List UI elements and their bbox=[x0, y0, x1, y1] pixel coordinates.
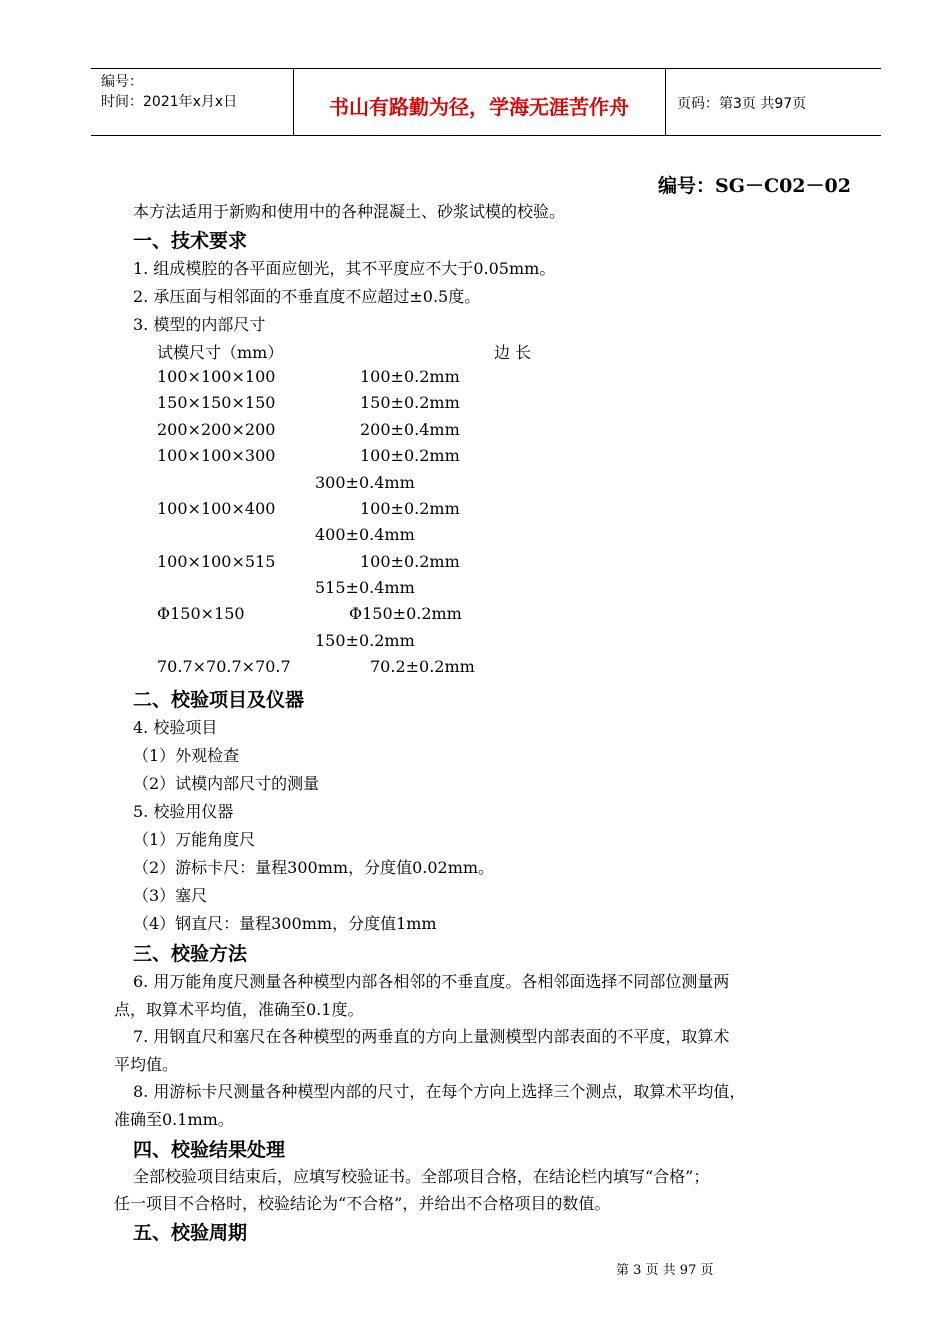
size-row-edge: 100±0.2mm bbox=[360, 552, 460, 571]
requirement-3: 3. 模型的内部尺寸 bbox=[133, 315, 266, 334]
size-row-mold: Φ150×150 bbox=[157, 604, 245, 623]
section-4-title: 四、校验结果处理 bbox=[133, 1139, 286, 1161]
requirement-1: 1. 组成模腔的各平面应刨光，其不平度应不大于0.05mm。 bbox=[133, 259, 556, 278]
result-line-2: 任一项目不合格时，校验结论为“不合格”，并给出不合格项目的数值。 bbox=[114, 1194, 611, 1213]
method-7-line-2: 平均值。 bbox=[114, 1055, 179, 1074]
check-items-heading: 4. 校验项目 bbox=[133, 718, 218, 737]
page-footer: 第 3 页 共 97 页 bbox=[616, 1263, 714, 1278]
size-row-mold: 100×100×300 bbox=[157, 446, 276, 465]
size-row-length: 300±0.4mm bbox=[315, 473, 415, 492]
size-row-edge: 150±0.2mm bbox=[360, 393, 460, 412]
size-row-mold: 70.7×70.7×70.7 bbox=[157, 657, 291, 676]
section-1-title: 一、技术要求 bbox=[133, 230, 248, 252]
check-item: （1）外观检查 bbox=[133, 746, 240, 765]
header-meta-cell bbox=[91, 69, 294, 135]
instrument-item: （3）塞尺 bbox=[133, 886, 208, 905]
instrument-item: （2）游标卡尺：量程300mm，分度值0.02mm。 bbox=[133, 858, 495, 877]
size-row-edge: 100±0.2mm bbox=[360, 367, 460, 386]
header-motto-cell bbox=[293, 69, 666, 135]
section-5-title: 五、校验周期 bbox=[133, 1222, 248, 1244]
instruments-heading: 5. 校验用仪器 bbox=[133, 802, 234, 821]
size-row-mold: 200×200×200 bbox=[157, 420, 276, 439]
intro-text: 本方法适用于新购和使用中的各种混凝土、砂浆试模的校验。 bbox=[133, 202, 566, 221]
requirement-2: 2. 承压面与相邻面的不垂直度不应超过±0.5度。 bbox=[133, 287, 481, 306]
instrument-item: （4）钢直尺：量程300mm，分度值1mm bbox=[133, 914, 437, 933]
section-3-title: 三、校验方法 bbox=[133, 943, 248, 965]
size-row-mold: 100×100×100 bbox=[157, 367, 276, 386]
size-row-mold: 100×100×400 bbox=[157, 499, 276, 518]
method-6-line-2: 点，取算术平均值，准确至0.1度。 bbox=[114, 1000, 364, 1019]
header-time-label: 时间：2021年x月x日 bbox=[101, 94, 238, 110]
check-item: （2）试模内部尺寸的测量 bbox=[133, 774, 320, 793]
page-header bbox=[91, 68, 881, 136]
header-motto: 书山有路勤为径，学海无涯苦作舟 bbox=[329, 95, 629, 119]
result-line-1: 全部校验项目结束后，应填写校验证书。全部项目合格，在结论栏内填写“合格”； bbox=[133, 1167, 710, 1186]
header-page-label: 页码：第3页 共97页 bbox=[677, 96, 807, 112]
size-row-edge: 100±0.2mm bbox=[360, 446, 460, 465]
size-table-header-right: 边 长 bbox=[494, 343, 532, 362]
method-7-line-1: 7. 用钢直尺和塞尺在各种模型的两垂直的方向上量测模型内部表面的不平度，取算术 bbox=[133, 1027, 730, 1046]
method-8-line-2: 准确至0.1mm。 bbox=[114, 1110, 234, 1129]
size-row-edge: Φ150±0.2mm bbox=[349, 604, 462, 623]
size-row-edge: 70.2±0.2mm bbox=[370, 657, 475, 676]
size-row-length: 515±0.4mm bbox=[315, 578, 415, 597]
header-number-label: 编号： bbox=[101, 74, 143, 90]
document-code: 编号：SG－C02－02 bbox=[658, 175, 851, 197]
method-6-line-1: 6. 用万能角度尺测量各种模型内部各相邻的不垂直度。各相邻面选择不同部位测量两 bbox=[133, 972, 730, 991]
method-8-line-1: 8. 用游标卡尺测量各种模型内部的尺寸，在每个方向上选择三个测点，取算术平均值， bbox=[133, 1082, 746, 1101]
section-2-title: 二、校验项目及仪器 bbox=[133, 689, 305, 711]
size-table-header-left: 试模尺寸（mm） bbox=[157, 343, 284, 362]
size-row-mold: 100×100×515 bbox=[157, 552, 276, 571]
size-row-length: 150±0.2mm bbox=[315, 631, 415, 650]
size-row-edge: 200±0.4mm bbox=[360, 420, 460, 439]
instrument-item: （1）万能角度尺 bbox=[133, 830, 256, 849]
size-row-mold: 150×150×150 bbox=[157, 393, 276, 412]
size-row-length: 400±0.4mm bbox=[315, 525, 415, 544]
size-row-edge: 100±0.2mm bbox=[360, 499, 460, 518]
